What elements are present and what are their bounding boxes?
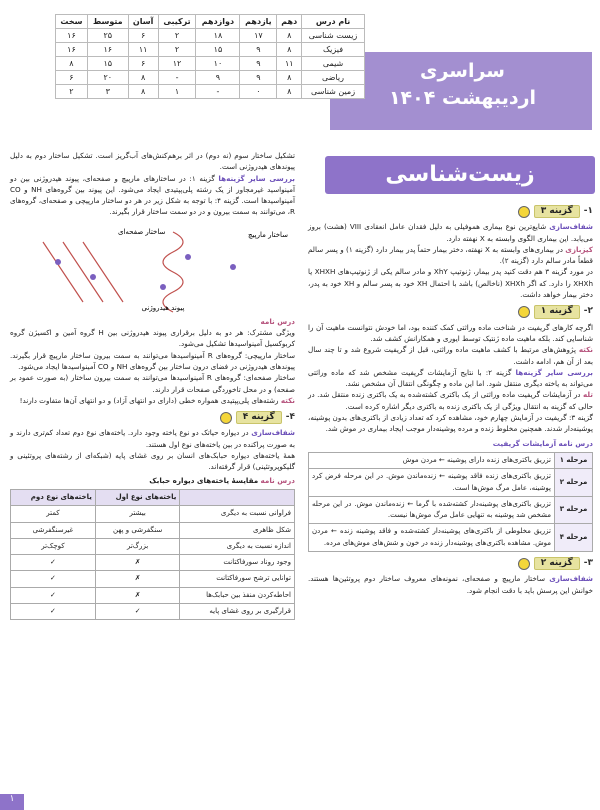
stats-col-header: ترکیبی bbox=[158, 15, 196, 29]
q3-p1: ساختار مارپیچ و صفحه‌ای، نمونه‌های معروف ساختار دوم پروتئین‌ها هستند. خوانش این پرسش باید با دقت انجام شود. bbox=[308, 574, 593, 595]
q3-number: ۳- bbox=[583, 558, 593, 569]
q4-row bbox=[11, 604, 295, 620]
q4-col-header: یاخته‌های نوع دوم bbox=[11, 489, 96, 505]
r-group-dot bbox=[90, 274, 96, 280]
q3-header bbox=[308, 557, 593, 570]
q4-cell: ✗ bbox=[95, 571, 180, 587]
stats-cell: ۶ bbox=[128, 57, 158, 71]
q4-col-header: یاخته‌های نوع اول bbox=[95, 489, 180, 505]
q1-text2 bbox=[308, 244, 593, 267]
q3-tag: شفاف‌سازی bbox=[549, 574, 593, 584]
q2-text2 bbox=[308, 344, 593, 367]
q2-text4 bbox=[308, 389, 593, 412]
q4-p1: در دیواره حیاتک دو نوع یاخته وجود دارد. یاخته‌های نوع دوم تعداد کم‌تری دارند و به صورت پراکنده در بین یاخته‌های نوع اول هستند. bbox=[10, 428, 295, 449]
left-tag-a: بررسی سایر گزینه‌ها bbox=[218, 173, 295, 183]
left-tag-b: درس نامه bbox=[260, 316, 295, 326]
subject-title: زیست‌شناسی bbox=[325, 156, 595, 194]
stats-cell: ۲ bbox=[158, 43, 196, 57]
q1-answer: گزینه ۳ bbox=[534, 205, 580, 218]
fig-label-helix: ساختار مارپیچ bbox=[247, 230, 288, 239]
stats-cell: ۱۰ bbox=[196, 57, 240, 71]
q4-cell: ✓ bbox=[11, 571, 96, 587]
left-p-b3: ساختار صفحه‌ای: گروه‌های R آمینواسیدها می‌توانند به سمت بیرون ساختار (به صورت عمود بر صفحه) و در محل تاخوردگی صفحات قرار دارند. bbox=[10, 373, 295, 394]
q4-row bbox=[11, 571, 295, 587]
q4-cell: ✗ bbox=[95, 587, 180, 603]
griffith-row bbox=[309, 452, 593, 468]
left-text-c bbox=[10, 395, 295, 406]
q2-tag-b: بررسی سایر گزینه‌ها bbox=[515, 367, 593, 377]
griffith-row bbox=[309, 524, 593, 552]
stats-cell: ۱۸ bbox=[196, 29, 240, 43]
exam-title bbox=[355, 58, 570, 112]
stats-col-header: آسان bbox=[128, 15, 158, 29]
q2-number: ۲- bbox=[583, 306, 593, 317]
stats-cell: ۰ bbox=[240, 85, 277, 99]
protein-structure-svg bbox=[23, 222, 288, 312]
stats-cell: ۱ bbox=[158, 85, 196, 99]
stats-cell: ۱۵ bbox=[196, 43, 240, 57]
stats-cell: ریاضی bbox=[302, 71, 365, 85]
q4-cell: بیشتر bbox=[95, 506, 180, 522]
stats-col-header: یازدهم bbox=[240, 15, 277, 29]
q4-cell: توانایی ترشح سورفاکتانت bbox=[180, 571, 295, 587]
q4-row bbox=[11, 587, 295, 603]
stats-col-header: سخت bbox=[56, 15, 88, 29]
q4-tag: شفاف‌سازی bbox=[251, 428, 295, 438]
q4-cell: شکل ظاهری bbox=[180, 522, 295, 538]
fig-label-sheet: ساختار صفحه‌ای bbox=[117, 227, 165, 236]
stats-cell: ۸ bbox=[277, 29, 302, 43]
stats-cell: ۱۶ bbox=[56, 29, 88, 43]
alveolar-cell-table bbox=[10, 489, 295, 620]
q4-row bbox=[11, 555, 295, 571]
stats-cell: ۹ bbox=[240, 57, 277, 71]
griffith-row bbox=[309, 496, 593, 524]
griffith-text: تزریق باکتری‌های زنده فاقد پوشینه ← زنده‌ماندن موش. در این مرحله فرض کرد پوشینه، عامل مرگ موش‌ها است. bbox=[309, 469, 555, 497]
griffith-row bbox=[309, 469, 593, 497]
stats-cell: ۸ bbox=[56, 57, 88, 71]
q2-p5: گزینه ۳: گریفیت در آزمایش چهارم خود، مشاهده کرد که تعداد زیادی از باکتری‌های بدون پوشینه، پوشینه‌دار شدند. همچنین مخلوط زنده و مرده پوشینه‌دار موجب ایجاد بیماری در موش شد. bbox=[308, 413, 593, 434]
griffith-text: تزریق باکتری‌های پوشینه‌دار کشته‌شده با گرما ← زنده‌ماندن موش. در این مرحله مشخص شد پوشینه به تنهایی عامل مرگ موش‌ها نیست. bbox=[309, 496, 555, 524]
q4-cell: احاطه‌کردن منفذ بین حبابک‌ها bbox=[180, 587, 295, 603]
q4-number: ۴- bbox=[285, 412, 295, 423]
q1-tag-b: کیزبازی bbox=[565, 244, 593, 254]
stats-cell: ۹ bbox=[240, 43, 277, 57]
stats-cell: ۹ bbox=[196, 71, 240, 85]
q4-cell: اندازه نسبت به دیگری bbox=[180, 538, 295, 554]
stats-row bbox=[56, 29, 365, 43]
left-text-a bbox=[10, 173, 295, 218]
stats-cell: - bbox=[158, 71, 196, 85]
r-group-dot bbox=[55, 259, 61, 265]
q4-p2: همهٔ یاخته‌های دیواره حبابک‌های انسان بر روی غشای پایه (شبکه‌ای از رشته‌های پروتئینی و گلیکوپروتئینی) قرار گرفته‌اند. bbox=[10, 451, 295, 472]
page-number: ۱ bbox=[0, 794, 24, 810]
stats-cell: ۲ bbox=[158, 29, 196, 43]
stats-cell: ۲۵ bbox=[87, 29, 128, 43]
q4-cell: بزرگ‌تر bbox=[95, 538, 180, 554]
stats-cell: ۱۱ bbox=[277, 57, 302, 71]
stats-cell: ۸ bbox=[277, 71, 302, 85]
exam-title-line1: سراسری bbox=[420, 60, 505, 82]
stats-table bbox=[55, 14, 365, 99]
stats-cell: ۸ bbox=[277, 85, 302, 99]
q4-cell: قرارگیری بر روی غشای پایه bbox=[180, 604, 295, 620]
griffith-phase: مرحله ۴ bbox=[555, 524, 593, 552]
stats-cell: ۸ bbox=[277, 43, 302, 57]
left-p-b1: ویژگی مشترک: هر دو به دلیل برقراری پیوند هیدروژنی بین H گروه آمین و اکسیژن گروه کربوکسیل آمینواسیدها تشکیل می‌شود. bbox=[10, 328, 295, 349]
stats-cell: ۸ bbox=[128, 71, 158, 85]
stats-cell: ۱۱ bbox=[128, 43, 158, 57]
q4-cell: ✓ bbox=[95, 604, 180, 620]
stats-cell: ۱۵ bbox=[87, 57, 128, 71]
griffith-phase: مرحله ۱ bbox=[555, 452, 593, 468]
griffith-text: تزریق مخلوطی از باکتری‌های پوشینه‌دار کشته‌شده و فاقد پوشینه زنده ← مردن موش. مشاهده باکتری‌های پوشینه‌دار زنده در خون و شش‌های موش‌های مرده. bbox=[309, 524, 555, 552]
q4-answer: گزینه ۴ bbox=[236, 411, 282, 424]
q2-tag-c: تله bbox=[582, 390, 593, 400]
q1-number: ۱- bbox=[583, 206, 593, 216]
q3-answer: گزینه ۲ bbox=[534, 557, 580, 570]
griffith-text: تزریق باکتری‌های زنده دارای پوشینه ← مردن موش bbox=[309, 452, 555, 468]
stats-cell: ۱۶ bbox=[87, 43, 128, 57]
right-column bbox=[308, 200, 593, 596]
stats-cell: ۸ bbox=[128, 85, 158, 99]
q4-header bbox=[10, 411, 295, 424]
q4-row bbox=[11, 506, 295, 522]
stats-cell: ۳ bbox=[87, 85, 128, 99]
clock-icon bbox=[518, 306, 530, 318]
stats-cell: ۶ bbox=[128, 29, 158, 43]
stats-cell: ۱۷ bbox=[240, 29, 277, 43]
protein-structure-figure bbox=[23, 222, 288, 312]
fig-label-hbond: پیوند هیدروژنی bbox=[141, 303, 184, 312]
stats-cell: ۹ bbox=[240, 71, 277, 85]
q2-p3: گزینه ۲: با نتایج آزمایشات گریفیت مشخص شد که ماده وراثتی می‌تواند به یاخته دیگری منتقل شود. اما این ماده و چگونگی انتقال آن مشخص نشد. bbox=[308, 367, 593, 389]
left-column bbox=[10, 150, 295, 620]
q2-tag: نکته bbox=[578, 345, 593, 355]
q4-cell: سنگفرشی و پهن bbox=[95, 522, 180, 538]
q1-tag: شفاف‌سازی bbox=[549, 222, 593, 232]
q4-cell: کمتر bbox=[11, 506, 96, 522]
griffith-phase: مرحله ۳ bbox=[555, 496, 593, 524]
q2-p1: اگرچه کارهای گریفیت در شناخت ماده وراثتی کمک کننده بود، اما خودش نتوانست ماهیت آن را شناسایی کند. بلکه ماهیت ماده ژنتیک توسط ایوری و همکارانش کشف شد. bbox=[308, 322, 593, 343]
q4-row bbox=[11, 538, 295, 554]
q2-text3 bbox=[308, 367, 593, 390]
sheet-strands bbox=[43, 242, 123, 302]
left-p-a: گزینه ۱: در ساختارهای مارپیچ و صفحه‌ای، پیوند هیدروژنی بین دو آمینواسید غیرمجاور از یک رشته پلی‌پپتیدی ایجاد می‌شود. این پیوند بین گروه‌های NH و CO آمینواسیدها است. گزینه ۴: با توجه به شکل زیر در هر دو ساختار مارپیچی و صفحه‌ای، گروه‌های R، می‌توانند به سمت بیرون و در دو سمت ساختار قرار بگیرند. bbox=[10, 173, 295, 217]
clock-icon bbox=[518, 558, 530, 570]
q1-p3: در مورد گزینه ۳ هم دقت کنید پدر بیمار، ژنوتیپ XhY و مادر سالم یکی از ژنوتیپ‌های XHXH یا XHXh را دارد. که اگر XHXh (ناخالص) باشد با احتمال XH خود به پسر سالم و XH خود به پدر، دختر بیمار خواهد داشت. bbox=[308, 267, 593, 300]
q4-cell: کوچک‌تر bbox=[11, 538, 96, 554]
exam-title-line2: اردیبهشت ۱۴۰۴ bbox=[388, 87, 537, 109]
stats-cell: ۱۲ bbox=[158, 57, 196, 71]
stats-row bbox=[56, 71, 365, 85]
q2-header bbox=[308, 305, 593, 318]
q1-header bbox=[308, 205, 593, 218]
griffith-table bbox=[308, 452, 593, 552]
stats-cell: - bbox=[196, 85, 240, 99]
clock-icon bbox=[220, 412, 232, 424]
clock-icon bbox=[518, 206, 530, 218]
q3-text bbox=[308, 573, 593, 596]
stats-col-header: متوسط bbox=[87, 15, 128, 29]
helix-strand bbox=[163, 232, 183, 312]
stats-col-header: دهم bbox=[277, 15, 302, 29]
r-group-dot bbox=[160, 284, 166, 290]
q2-answer: گزینه ۱ bbox=[534, 305, 580, 318]
r-group-dot bbox=[230, 264, 236, 270]
q2-p4: در آزمایشات گریفیت ماده وراثتی از یک باکتری کشته‌شده به یک باکتری زنده منتقل شد. در حالی که گزینه به انتقال ویژگی از یک باکتری زنده به باکتری دیگر اشاره کرده است. bbox=[308, 390, 593, 411]
q4-cell: فراوانی نسبت به دیگری bbox=[180, 506, 295, 522]
stats-cell: ۶ bbox=[56, 71, 88, 85]
stats-row bbox=[56, 57, 365, 71]
q4-table-caption bbox=[10, 475, 295, 486]
q4-cell: ✓ bbox=[11, 587, 96, 603]
left-p-c: رشته‌های پلی‌پپتیدی همواره خطی (دارای دو انتهای آزاد) و دو انتهای آن‌ها متفاوت دارند! bbox=[19, 395, 279, 405]
q4-cell: ✗ bbox=[95, 555, 180, 571]
stats-col-header: نام درس bbox=[302, 15, 365, 29]
q4-cell: ✓ bbox=[11, 604, 96, 620]
left-p-b2: ساختار مارپیچی: گروه‌های R آمینواسیدها می‌توانند به سمت بیرون ساختار مارپیچ قرار بگیرند. پیوندهای هیدروژنی در فضای درون ساختار بین گروه‌های NH و CO آمینواسیدها ایجاد می‌شود. bbox=[10, 350, 295, 371]
stats-cell: ۲ bbox=[56, 85, 88, 99]
stats-cell: ۱۶ bbox=[56, 43, 88, 57]
left-p-top: تشکیل ساختار سوم (نه دوم) در اثر برهم‌کنش‌های آب‌گریز است. تشکیل ساختار دوم به دلیل پیوندهای هیدروژنی است. bbox=[10, 151, 295, 172]
stats-cell: فیزیک bbox=[302, 43, 365, 57]
q1-p2: در بیماری‌های وابسته به X نهفته، دختر بیمار حتماً پدر بیمار دارد (گزینه ۱) و پسر سالم قطعاً مادر سالم دارد (گزینه ۲). bbox=[308, 244, 593, 266]
stats-row bbox=[56, 85, 365, 99]
q4-table-title: مقایسهٔ یاخته‌های دیواره حبابک bbox=[149, 475, 259, 485]
griffith-table-title: درس نامه آزمایشات گریفیت bbox=[492, 438, 593, 448]
stats-row bbox=[56, 43, 365, 57]
q4-tag-b: درس نامه bbox=[260, 475, 295, 485]
r-group-dot bbox=[185, 254, 191, 260]
q4-cell: ✓ bbox=[11, 555, 96, 571]
q1-p1: شایع‌ترین نوع بیماری هموفیلی به دلیل فقدان عامل انعقادی VIII (هشت) بروز می‌یابد. این بیماری الگوی وابسته به X نهفته دارد. bbox=[308, 222, 593, 243]
stats-cell: زیست شناسی bbox=[302, 29, 365, 43]
stats-col-header: دوازدهم bbox=[196, 15, 240, 29]
q4-col-header bbox=[180, 489, 295, 505]
q4-cell: وجود روناد سورفاکتانت bbox=[180, 555, 295, 571]
left-tag-c: نکته bbox=[280, 395, 295, 405]
stats-cell: زمین شناسی bbox=[302, 85, 365, 99]
q4-row bbox=[11, 522, 295, 538]
q4-cell: غیرسنگفرشی bbox=[11, 522, 96, 538]
q4-text1 bbox=[10, 427, 295, 450]
q1-text1 bbox=[308, 221, 593, 244]
q2-p2: پژوهش‌های مرتبط با کشف ماهیت ماده وراثتی، قبل از گریفیت شروع شد و تا چند سال بعد از آن هم، ادامه داشت. bbox=[308, 345, 593, 366]
griffith-phase: مرحله ۲ bbox=[555, 469, 593, 497]
stats-cell: ۲۰ bbox=[87, 71, 128, 85]
stats-cell: شیمی bbox=[302, 57, 365, 71]
